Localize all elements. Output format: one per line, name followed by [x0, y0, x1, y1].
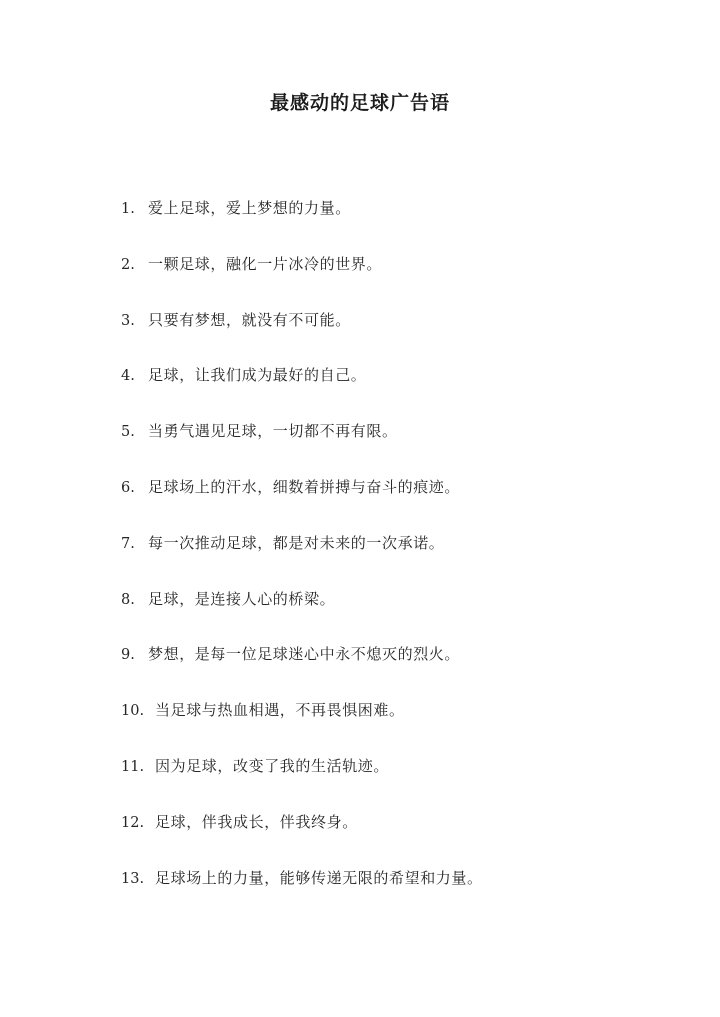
list-item-text: 梦想，是每一位足球迷心中永不熄灭的烈火。 — [148, 645, 461, 664]
list-item — [121, 755, 483, 811]
list-item-text: 一颗足球，融化一片冰冷的世界。 — [148, 254, 383, 273]
list-item-number: 9. — [121, 647, 135, 664]
list-item-number: 6. — [121, 479, 135, 496]
list-item — [121, 811, 483, 867]
list-item — [121, 588, 483, 644]
slogan-list — [121, 197, 483, 922]
list-item — [121, 867, 483, 923]
list-item-number: 11. — [121, 758, 145, 775]
list-item-number: 4. — [121, 368, 135, 385]
list-item — [121, 643, 483, 699]
list-item-text: 足球，让我们成为最好的自己。 — [148, 366, 367, 385]
list-item — [121, 253, 483, 309]
list-item — [121, 420, 483, 476]
list-item-number: 10. — [121, 703, 145, 720]
list-item-number: 1. — [121, 201, 135, 217]
list-item — [121, 699, 483, 755]
list-item-text: 足球，是连接人心的桥梁。 — [148, 589, 336, 608]
list-item-number: 13. — [121, 870, 145, 887]
list-item — [121, 532, 483, 588]
page-title: 最感动的足球广告语 — [269, 92, 450, 114]
list-item-number: 2. — [121, 256, 135, 273]
list-item-text: 当勇气遇见足球，一切都不再有限。 — [148, 422, 398, 441]
list-item-number: 8. — [121, 591, 135, 608]
list-item — [121, 197, 483, 253]
list-item-text: 只要有梦想，就没有不可能。 — [148, 310, 351, 329]
list-item-text: 爱上足球，爱上梦想的力量。 — [148, 199, 351, 217]
list-item-number: 5. — [121, 424, 135, 441]
list-item-text: 当足球与热血相遇，不再畏惧困难。 — [155, 701, 405, 720]
list-item — [121, 364, 483, 420]
list-item-text: 足球，伴我成长，伴我终身。 — [155, 812, 358, 831]
list-item-text: 足球场上的汗水，细数着拼搏与奋斗的痕迹。 — [148, 477, 461, 496]
list-item-text: 每一次推动足球，都是对未来的一次承诺。 — [148, 533, 445, 552]
list-item-number: 12. — [121, 814, 145, 831]
list-item-number: 7. — [121, 535, 135, 552]
list-item — [121, 309, 483, 365]
list-item — [121, 476, 483, 532]
list-item-text: 足球场上的力量，能够传递无限的希望和力量。 — [155, 868, 483, 887]
list-item-number: 3. — [121, 312, 135, 329]
list-item-text: 因为足球，改变了我的生活轨迹。 — [155, 756, 390, 775]
